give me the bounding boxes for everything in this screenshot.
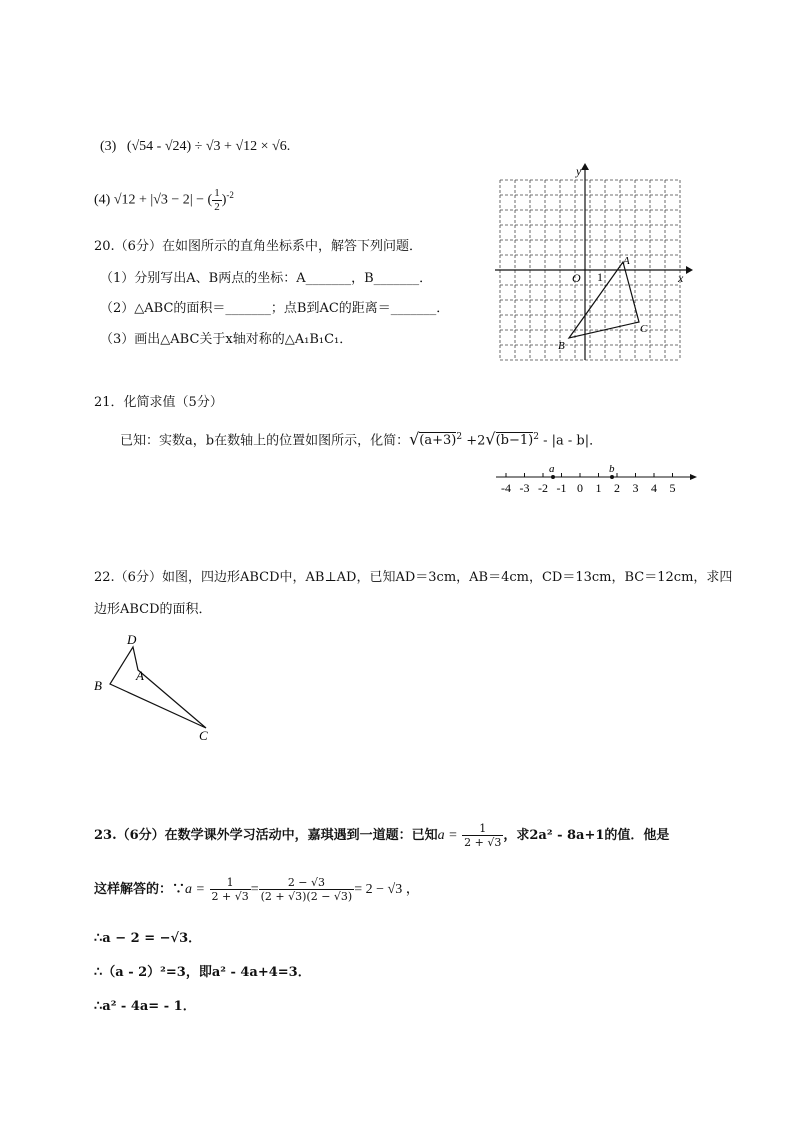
q22-line-1: 22.（6分）如图，四边形ABCD中，AB⊥AD，已知AD＝3cm，AB＝4cm，CD＝13cm，BC＝12cm，求四 <box>94 570 733 585</box>
q20-item-2: （2）△ABC的面积＝_______；点B到AC的距离＝_______． <box>100 301 450 316</box>
number-line-ticks <box>501 473 676 495</box>
q19-part4-term-a: √12 <box>113 192 136 208</box>
q23-a-eq: a = <box>437 828 458 843</box>
q21-text: 已知：实数a，b在数轴上的位置如图所示，化简： <box>120 433 410 449</box>
q19-part4-label: (4) <box>94 192 111 208</box>
vertex-d-label: D <box>127 632 137 647</box>
q20-coordinate-grid <box>490 160 695 365</box>
q23-line-1 <box>94 822 669 849</box>
q19-part3-expression: (√54 - √24) ÷ √3 + √12 × √6. <box>126 139 291 154</box>
x-axis-label: x <box>678 271 684 285</box>
quadrilateral-abcd <box>110 647 206 728</box>
tick-one-label: 1 <box>597 270 603 284</box>
q23-fraction-2: $\frac{2 - √3}{(2 + √3)(2 - √3)}$ <box>260 876 353 903</box>
q23-line-3: ∴a − 2 = −√3． <box>94 931 202 946</box>
number-line-tick-label: -3 <box>519 481 530 495</box>
number-line-label-b: b <box>609 463 615 475</box>
x-axis-arrow <box>686 266 693 274</box>
q20-item-3: （3）画出△ABC关于x轴对称的△A₁B₁C₁． <box>100 332 353 347</box>
q23-line-2: 这样解答的：∵a = $\frac{1}{2 + √3}$ = $\frac{2 - √3}{(2 + √3)(2 - √3)}$ = 2 − √3 ， <box>94 876 420 903</box>
origin-label: O <box>572 271 581 285</box>
q20-title: 20.（6分）在如图所示的直角坐标系中，解答下列问题． <box>94 239 422 254</box>
number-line-tick-label: -1 <box>556 481 567 495</box>
q23-given-fraction: $\frac{1}{2 + √3}$ <box>464 822 502 849</box>
q23-solution-intro: 这样解答的：∵ <box>94 882 186 897</box>
q19-part4-term-b: √3 − 2 <box>153 192 190 208</box>
q22-quadrilateral-figure <box>90 628 220 743</box>
q23-intro: 23.（6分）在数学课外学习活动中，嘉琪遇到一道题：已知 <box>94 828 438 843</box>
number-line-tick-label: -2 <box>538 481 548 495</box>
number-line-tick-label: 4 <box>651 481 657 495</box>
q22-line-2: 边形ABCD的面积． <box>94 602 212 617</box>
q21-statement: 已知：实数a，b在数轴上的位置如图所示，化简：$√(a+3)^2 +2√(b-1)^2 - |a - b|$． <box>120 429 603 449</box>
q23-fraction-1: $\frac{1}{2 + √3}$ <box>211 876 249 903</box>
q21-plus: +2 <box>466 433 486 449</box>
q21-expr-2: (b−1) <box>495 433 534 449</box>
q19-part4: (4) √12 + |√3 − 2| − ( $\frac{1}{2}$ )$^{-2}$ <box>94 186 234 213</box>
q23-line-4: ∴（a - 2）²=3，即a² - 4a+4=3． <box>94 965 311 980</box>
number-line-tick-label: -4 <box>501 481 511 495</box>
vertex-c-label: C <box>199 728 208 743</box>
vertex-a-label: A <box>136 668 144 683</box>
number-line-tick-label: 0 <box>577 481 583 495</box>
vertex-b-label: B <box>94 678 102 693</box>
point-a-dot <box>551 475 555 479</box>
point-c-label: C <box>640 323 648 335</box>
number-line-arrow <box>690 474 697 480</box>
number-line-tick-label: 5 <box>669 481 676 495</box>
number-line-tick-label: 3 <box>632 481 639 495</box>
q21-expr-1: (a+3) <box>419 433 457 449</box>
point-b-dot <box>610 475 614 479</box>
number-line-tick-label: 1 <box>595 481 602 495</box>
q23-question: ，求2a² - 8a+1的值．他是 <box>503 828 670 843</box>
q19-part4-fraction: $\frac{1}{2}$ <box>214 186 220 213</box>
y-axis-arrow <box>581 163 589 170</box>
q20-item-1: （1）分别写出A、B两点的坐标：A_______，B_______． <box>100 271 433 286</box>
q23-line-5: ∴a² - 4a= - 1． <box>94 999 196 1014</box>
q19-part4-exponent: -2 <box>226 190 234 200</box>
q23-result: = 2 − √3 ， <box>354 882 420 897</box>
q19-part3-label: (3) <box>100 139 117 154</box>
y-axis-label: y <box>576 164 582 178</box>
point-b-label: B <box>558 340 565 352</box>
q19-part3 <box>100 138 290 156</box>
q21-title: 21．化简求值（5分） <box>94 395 223 410</box>
number-line-tick-label: 2 <box>614 481 620 495</box>
q21-tail: - |a - b|． <box>543 433 603 449</box>
q21-number-line <box>492 458 702 498</box>
point-a-label: A <box>623 255 630 267</box>
number-line-label-a: a <box>549 463 555 475</box>
